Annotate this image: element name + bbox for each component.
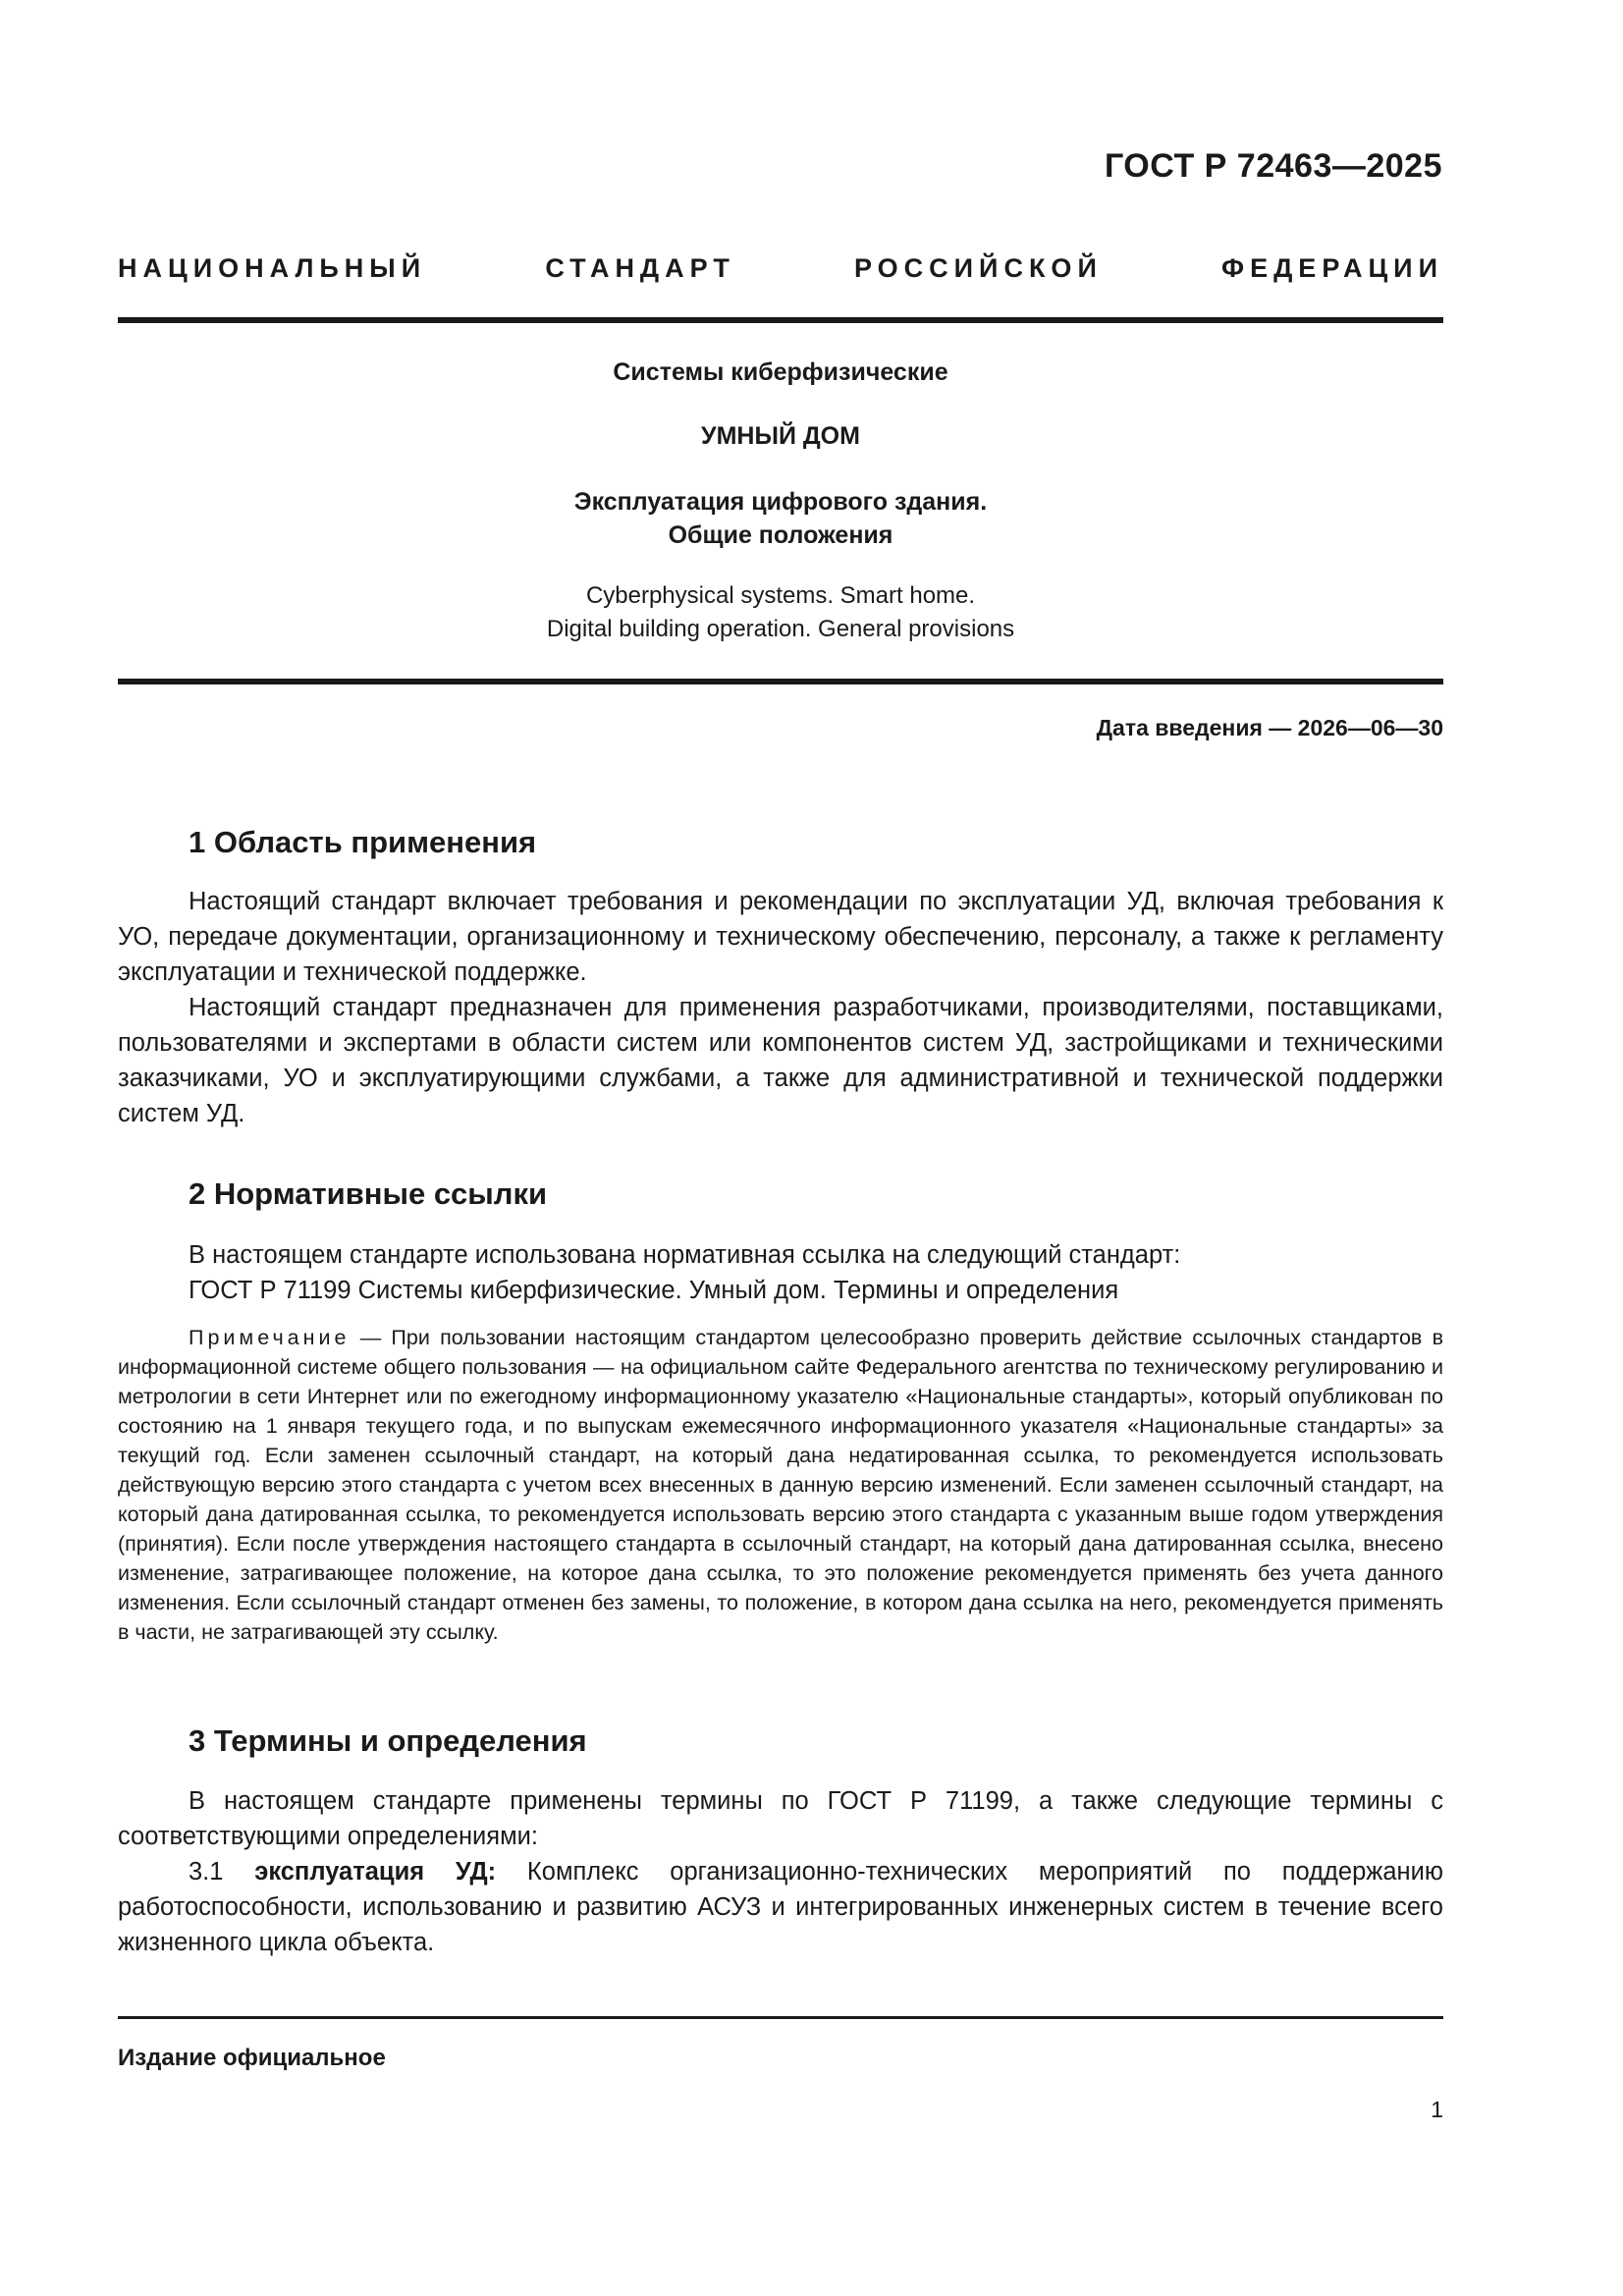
- english-title-line-1: Cyberphysical systems. Smart home.: [585, 582, 976, 609]
- title-line-1: Системы киберфизические: [613, 358, 948, 386]
- term-definition: Комплекс организационно-технических мероприятий по поддержанию работоспособности, использованию и развитию АСУЗ и интегрированных инженерных систем в течение всего жизненного цикла объекта.: [118, 1858, 1443, 1956]
- section-2-heading: 2 Нормативные ссылки: [189, 1176, 548, 1211]
- english-title-line-2: Digital building operation. General provisions: [546, 616, 1015, 642]
- note-text: — При пользовании настоящим стандартом целесообразно проверить действие ссылочных стандартов в информационной системе общего пользования — на официальном сайте Федерального агентства по техническому регулированию и метрологии в сети Интернет или по ежегодному информационному указателю «Национальные стандарты», который опубликован по состоянию на 1 января текущего года, и по выпускам ежемесячного информационного указателя «Национальные стандарты» за текущий год. Если заменен ссылочный стандарт, на который дана недатированная ссылка, то рекомендуется использовать действующую версию этого стандарта с учетом всех внесенных в данную версию изменений. Если заменен ссылочный стандарт, на который дана датированная ссылка, то рекомендуется использовать версию этого стандарта с указанным выше годом утверждения (принятия). Если после утверждения настоящего стандарта в ссылочный стандарт, на который дана датированная ссылка, внесено изменение, затрагивающее положение, на которое дана ссылка, то это положение рекомендуется применять без учета данного изменения. Если ссылочный стандарт отменен без замены, то положение, в котором дана ссылка на него, рекомендуется применять в части, не затрагивающей эту ссылку.: [118, 1326, 1443, 1644]
- section-3-body: [118, 1783, 1443, 1960]
- section-1-paragraph-1: Настоящий стандарт включает требования и рекомендации по эксплуатации УД, включая требования к УО, передаче документации, организационному и техническому обеспечению, персоналу, а также к регламенту эксплуатации и технической поддержке.: [118, 888, 1443, 986]
- title-line-2: УМНЫЙ ДОМ: [701, 422, 860, 450]
- section-3-paragraph-1: В настоящем стандарте применены термины по ГОСТ Р 71199, а также следующие термины с соответствующими определениями:: [118, 1787, 1443, 1850]
- introduction-date: Дата введения — 2026—06—30: [1096, 715, 1443, 740]
- title-line-3b: Общие положения: [668, 521, 893, 549]
- section-2-body: [118, 1237, 1443, 1308]
- page-number: 1: [1431, 2097, 1443, 2122]
- section-2-reference: ГОСТ Р 71199 Системы киберфизические. Умный дом. Термины и определения: [189, 1277, 1119, 1304]
- title-rule: [118, 679, 1443, 684]
- official-edition-label: Издание официальное: [118, 2045, 386, 2071]
- national-standard-title: НАЦИОНАЛЬНЫЙ СТАНДАРТ РОССИЙСКОЙ ФЕДЕРАЦИИ: [118, 253, 1443, 283]
- footer-rule: [118, 2016, 1443, 2019]
- term-number: 3.1: [189, 1858, 255, 1886]
- section-2-paragraph-1: В настоящем стандарте использована нормативная ссылка на следующий стандарт:: [189, 1241, 1181, 1269]
- header-rule: [118, 317, 1443, 323]
- section-1-paragraph-2: Настоящий стандарт предназначен для применения разработчиками, производителями, поставщиками, пользователями и экспертами в области систем или компонентов систем УД, застройщиками и техническими заказчиками, УО и эксплуатирующими службами, а также для административной и технической поддержки систем УД.: [118, 994, 1443, 1127]
- document-number: ГОСТ Р 72463—2025: [1104, 147, 1442, 185]
- section-3-item-1: [118, 1854, 1443, 1960]
- section-2-note: [118, 1323, 1443, 1647]
- english-title: [118, 579, 1443, 646]
- section-3-heading: 3 Термины и определения: [189, 1723, 587, 1758]
- section-1-body: [118, 884, 1443, 1131]
- term-name: эксплуатация УД:: [254, 1858, 497, 1886]
- title-line-3: [118, 485, 1443, 552]
- title-line-3a: Эксплуатация цифрового здания.: [573, 488, 988, 516]
- note-label: Примечание: [189, 1326, 351, 1349]
- section-1-heading: 1 Область применения: [189, 825, 537, 859]
